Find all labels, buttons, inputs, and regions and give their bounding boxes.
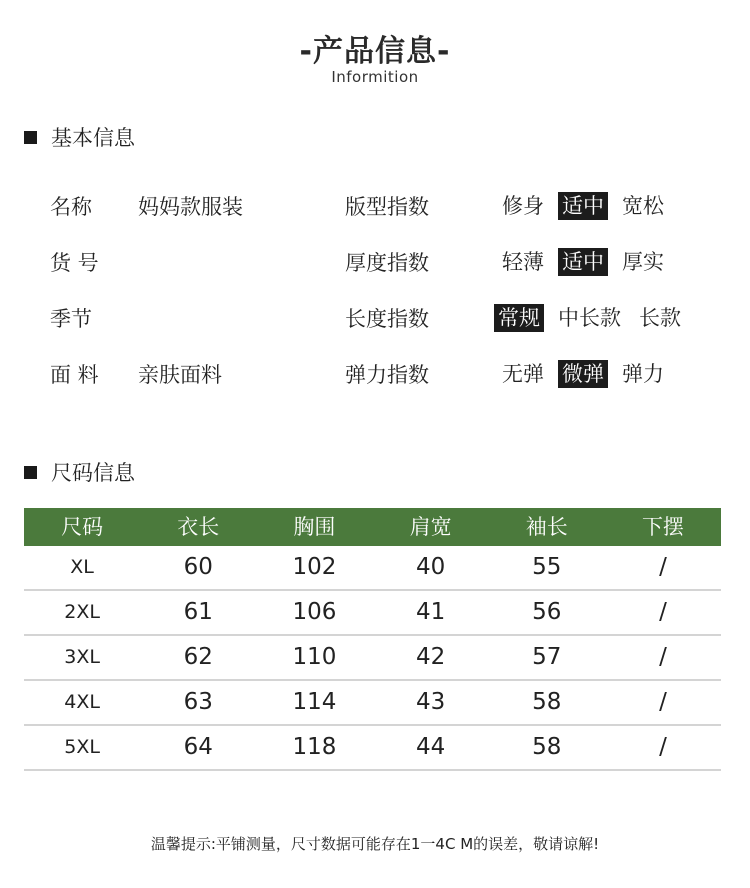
index-option: 无弹 <box>502 362 544 386</box>
index-option-selected: 常规 <box>494 304 544 332</box>
column-header: 胸围 <box>293 515 336 539</box>
index-option: 轻薄 <box>502 250 544 274</box>
table-cell: 114 <box>292 689 337 715</box>
table-cell: 43 <box>415 689 446 715</box>
basic-label: 货 号 <box>50 251 99 275</box>
index-option: 厚实 <box>622 250 664 274</box>
table-cell: 42 <box>415 644 446 670</box>
table-cell: XL <box>70 556 94 578</box>
column-header: 肩宽 <box>409 515 452 539</box>
table-cell: 106 <box>292 599 337 625</box>
basic-label: 面 料 <box>50 363 99 387</box>
basic-info-heading-text: 基本信息 <box>51 126 135 150</box>
column-header: 下摆 <box>641 515 684 539</box>
index-option: 弹力 <box>622 362 664 386</box>
table-cell: 58 <box>532 689 562 715</box>
table-cell: 62 <box>183 644 213 670</box>
basic-value: 亲肤面料 <box>138 363 222 387</box>
table-cell: 110 <box>292 644 337 670</box>
table-cell: 3XL <box>64 646 100 668</box>
basic-label: 名称 <box>50 195 92 219</box>
page-subtitle: Informition <box>331 68 419 86</box>
table-cell: / <box>659 689 667 715</box>
column-header: 尺码 <box>61 515 104 539</box>
table-cell: 55 <box>532 554 562 580</box>
table-row <box>24 546 721 591</box>
table-cell: 118 <box>292 734 337 760</box>
table-cell: / <box>659 644 667 670</box>
square-bullet-icon <box>24 131 37 144</box>
column-header: 衣长 <box>177 515 220 539</box>
table-cell: 60 <box>183 554 213 580</box>
index-option-selected: 微弹 <box>558 360 608 388</box>
index-options <box>498 248 668 276</box>
table-row <box>24 591 721 636</box>
basic-row-4 <box>0 359 750 389</box>
index-option: 中长款 <box>558 306 621 330</box>
index-label: 版型指数 <box>345 195 429 219</box>
table-row <box>24 681 721 726</box>
table-cell: 61 <box>183 599 213 625</box>
index-options <box>498 192 668 220</box>
basic-label: 季节 <box>50 307 92 331</box>
square-bullet-icon <box>24 466 37 479</box>
table-cell: 40 <box>415 554 446 580</box>
table-cell: 56 <box>532 599 562 625</box>
table-cell: / <box>659 734 667 760</box>
basic-value: 妈妈款服装 <box>138 195 243 219</box>
size-table-header <box>24 508 721 546</box>
index-option-selected: 适中 <box>558 248 608 276</box>
index-option-selected: 适中 <box>558 192 608 220</box>
index-option: 长款 <box>639 306 681 330</box>
table-row <box>24 726 721 771</box>
table-cell: / <box>659 554 667 580</box>
table-cell: 41 <box>415 599 446 625</box>
table-cell: 64 <box>183 734 213 760</box>
table-cell: 58 <box>532 734 562 760</box>
table-cell: 44 <box>415 734 446 760</box>
index-option: 修身 <box>502 194 544 218</box>
column-header: 袖长 <box>525 515 568 539</box>
basic-info-heading <box>24 122 135 152</box>
index-label: 长度指数 <box>345 307 429 331</box>
footer-note: 温馨提示:平铺测量，尺寸数据可能存在1一4C M的误差，敬请谅解! <box>150 835 600 853</box>
table-cell: 4XL <box>64 691 100 713</box>
size-table <box>24 508 721 771</box>
table-cell: 2XL <box>64 601 100 623</box>
basic-row-3 <box>0 303 750 333</box>
index-options <box>498 360 668 388</box>
size-info-heading <box>24 457 135 487</box>
index-option: 宽松 <box>622 194 664 218</box>
page-title: -产品信息- <box>299 34 451 69</box>
index-label: 厚度指数 <box>345 251 429 275</box>
table-cell: / <box>659 599 667 625</box>
table-cell: 63 <box>183 689 213 715</box>
table-cell: 57 <box>532 644 562 670</box>
index-label: 弹力指数 <box>345 363 429 387</box>
basic-row-2 <box>0 247 750 277</box>
table-cell: 5XL <box>64 736 100 758</box>
index-options <box>494 304 685 332</box>
table-row <box>24 636 721 681</box>
size-info-heading-text: 尺码信息 <box>51 461 135 485</box>
table-cell: 102 <box>292 554 337 580</box>
basic-row-1 <box>0 191 750 221</box>
